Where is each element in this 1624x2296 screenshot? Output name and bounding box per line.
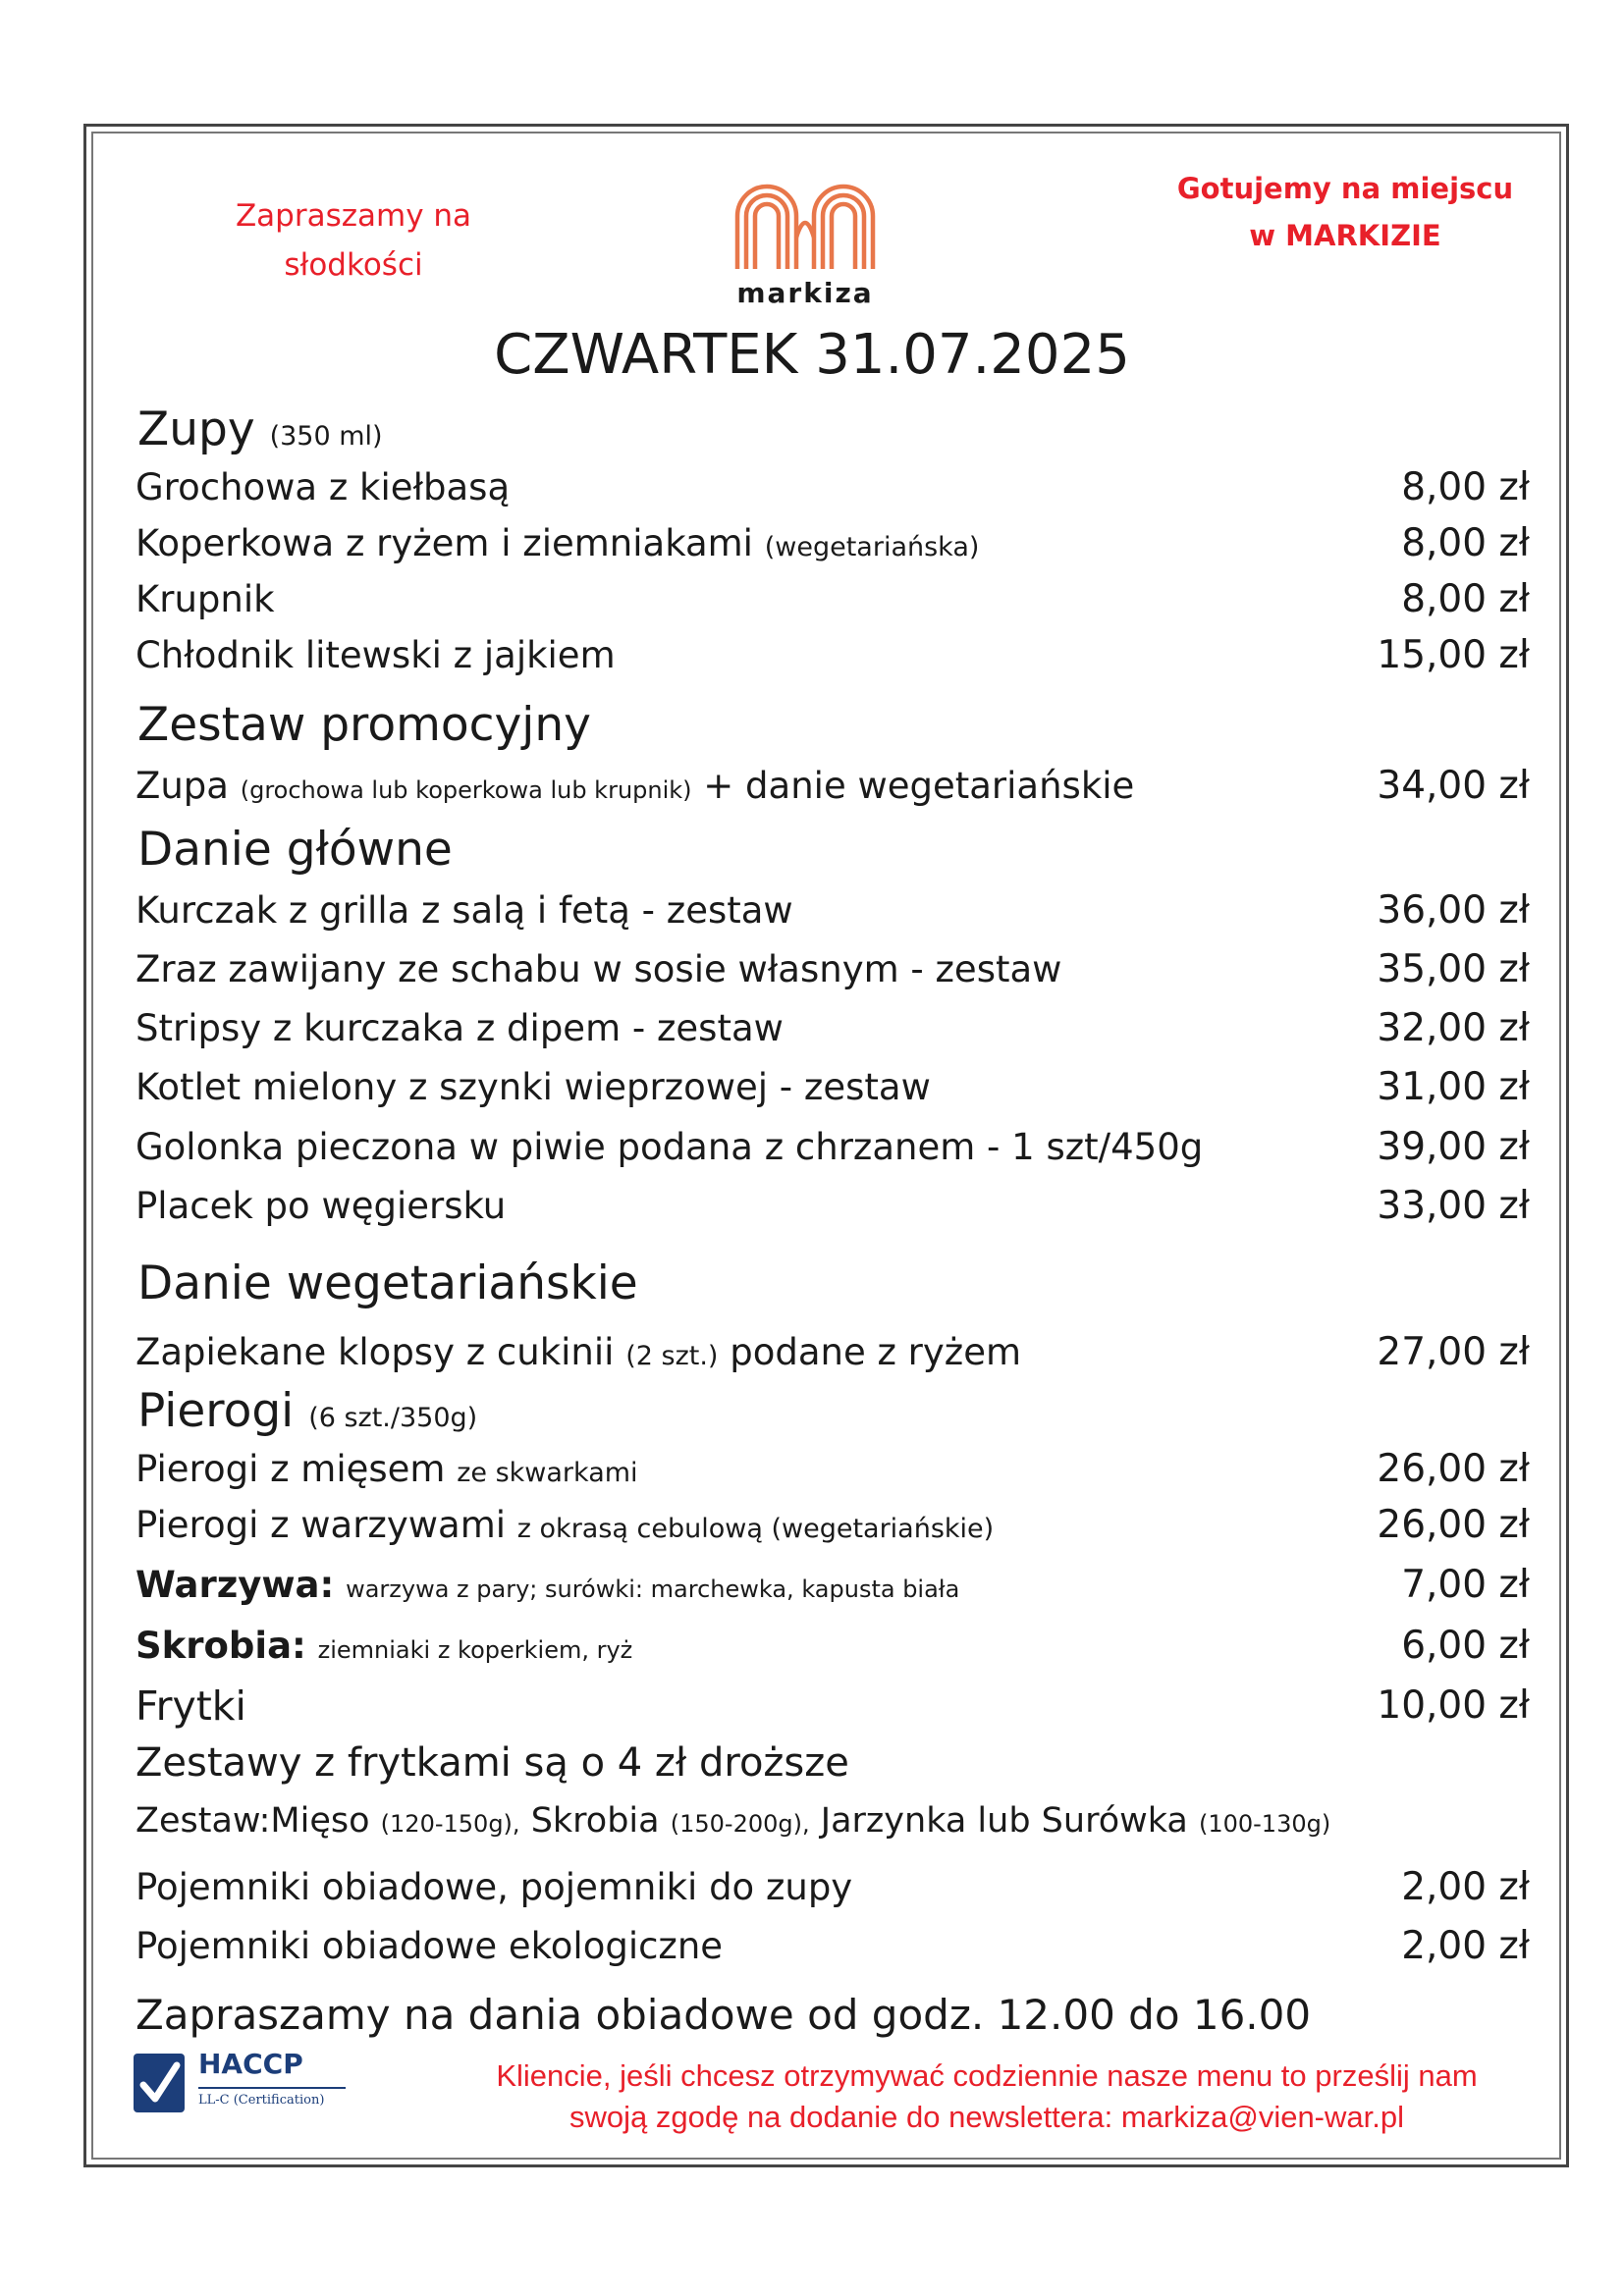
menu-item: Zraz zawijany ze schabu w sosie własnym - zestaw 35,00 zł [135, 947, 1530, 991]
menu-date-title: CZWARTEK 31.07.2025 [494, 323, 1130, 387]
menu-item: Warzywa: warzywa z pary; surówki: marchewka, kapusta biała 7,00 zł [135, 1563, 1530, 1607]
section-heading-promo: Zestaw promocyjny [137, 698, 591, 752]
menu-item: Placek po węgiersku 33,00 zł [135, 1184, 1530, 1228]
menu-item: Pojemniki obiadowe ekologiczne 2,00 zł [135, 1924, 1530, 1968]
menu-item: Pierogi z mięsem ze skwarkami 26,00 zł [135, 1447, 1530, 1491]
menu-item: Frytki 10,00 zł [135, 1682, 1530, 1730]
sweets-invitation: Zapraszamy na słodkości [235, 198, 472, 283]
section-heading-soups: Zupy (350 ml) [137, 402, 383, 456]
set-composition-note: Zestaw:Mięso (120-150g), Skrobia (150-200g), Jarzynka lub Surówka (100-130g) [135, 1801, 1331, 1841]
menu-item: Chłodnik litewski z jajkiem 15,00 zł [135, 633, 1530, 677]
haccp-badge: HACCP LL-C (Certification) [134, 2048, 350, 2118]
markiza-logo-icon [731, 169, 879, 272]
cooking-on-site-note: Gotujemy na miejscu w MARKIZIE [1176, 172, 1514, 252]
menu-item: Golonka pieczona w piwie podana z chrzanem - 1 szt/450g 39,00 zł [135, 1125, 1530, 1169]
fries-surcharge-note: Zestawy z frytkami są o 4 zł droższe [135, 1740, 849, 1786]
menu-item: Pojemniki obiadowe, pojemniki do zupy 2,00 zł [135, 1865, 1530, 1909]
menu-item: Zupa (grochowa lub koperkowa lub krupnik) + danie wegetariańskie 34,00 zł [135, 764, 1530, 808]
menu-item: Stripsy z kurczaka z dipem - zestaw 32,00 zł [135, 1006, 1530, 1050]
section-heading-pierogi: Pierogi (6 szt./350g) [137, 1384, 478, 1438]
menu-item: Koperkowa z ryżem i ziemniakami (wegetariańska) 8,00 zł [135, 521, 1530, 565]
logo-wordmark: markiza [736, 277, 874, 309]
newsletter-note: Kliencie, jeśli chcesz otrzymywać codziennie nasze menu to prześlij nam swoją zgodę na dodanie do newslettera: markiza@vien-war.pl [496, 2058, 1478, 2134]
menu-item: Kurczak z grilla z salą i fetą - zestaw 36,00 zł [135, 888, 1530, 933]
lunch-hours-note: Zapraszamy na dania obiadowe od godz. 12.00 do 16.00 [135, 1991, 1312, 2039]
menu-item: Pierogi z warzywami z okrasą cebulową (wegetariańskie) 26,00 zł [135, 1503, 1530, 1547]
menu-item: Krupnik 8,00 zł [135, 577, 1530, 621]
menu-item: Grochowa z kiełbasą 8,00 zł [135, 465, 1530, 509]
section-heading-main-dishes: Danie główne [137, 823, 453, 877]
menu-item: Zapiekane klopsy z cukinii (2 szt.) podane z ryżem 27,00 zł [135, 1330, 1530, 1374]
section-heading-vegetarian: Danie wegetariańskie [137, 1256, 638, 1310]
menu-item: Skrobia: ziemniaki z koperkiem, ryż 6,00 zł [135, 1624, 1530, 1668]
checkmark-icon [134, 2054, 185, 2112]
menu-item: Kotlet mielony z szynki wieprzowej - zestaw 31,00 zł [135, 1065, 1530, 1109]
